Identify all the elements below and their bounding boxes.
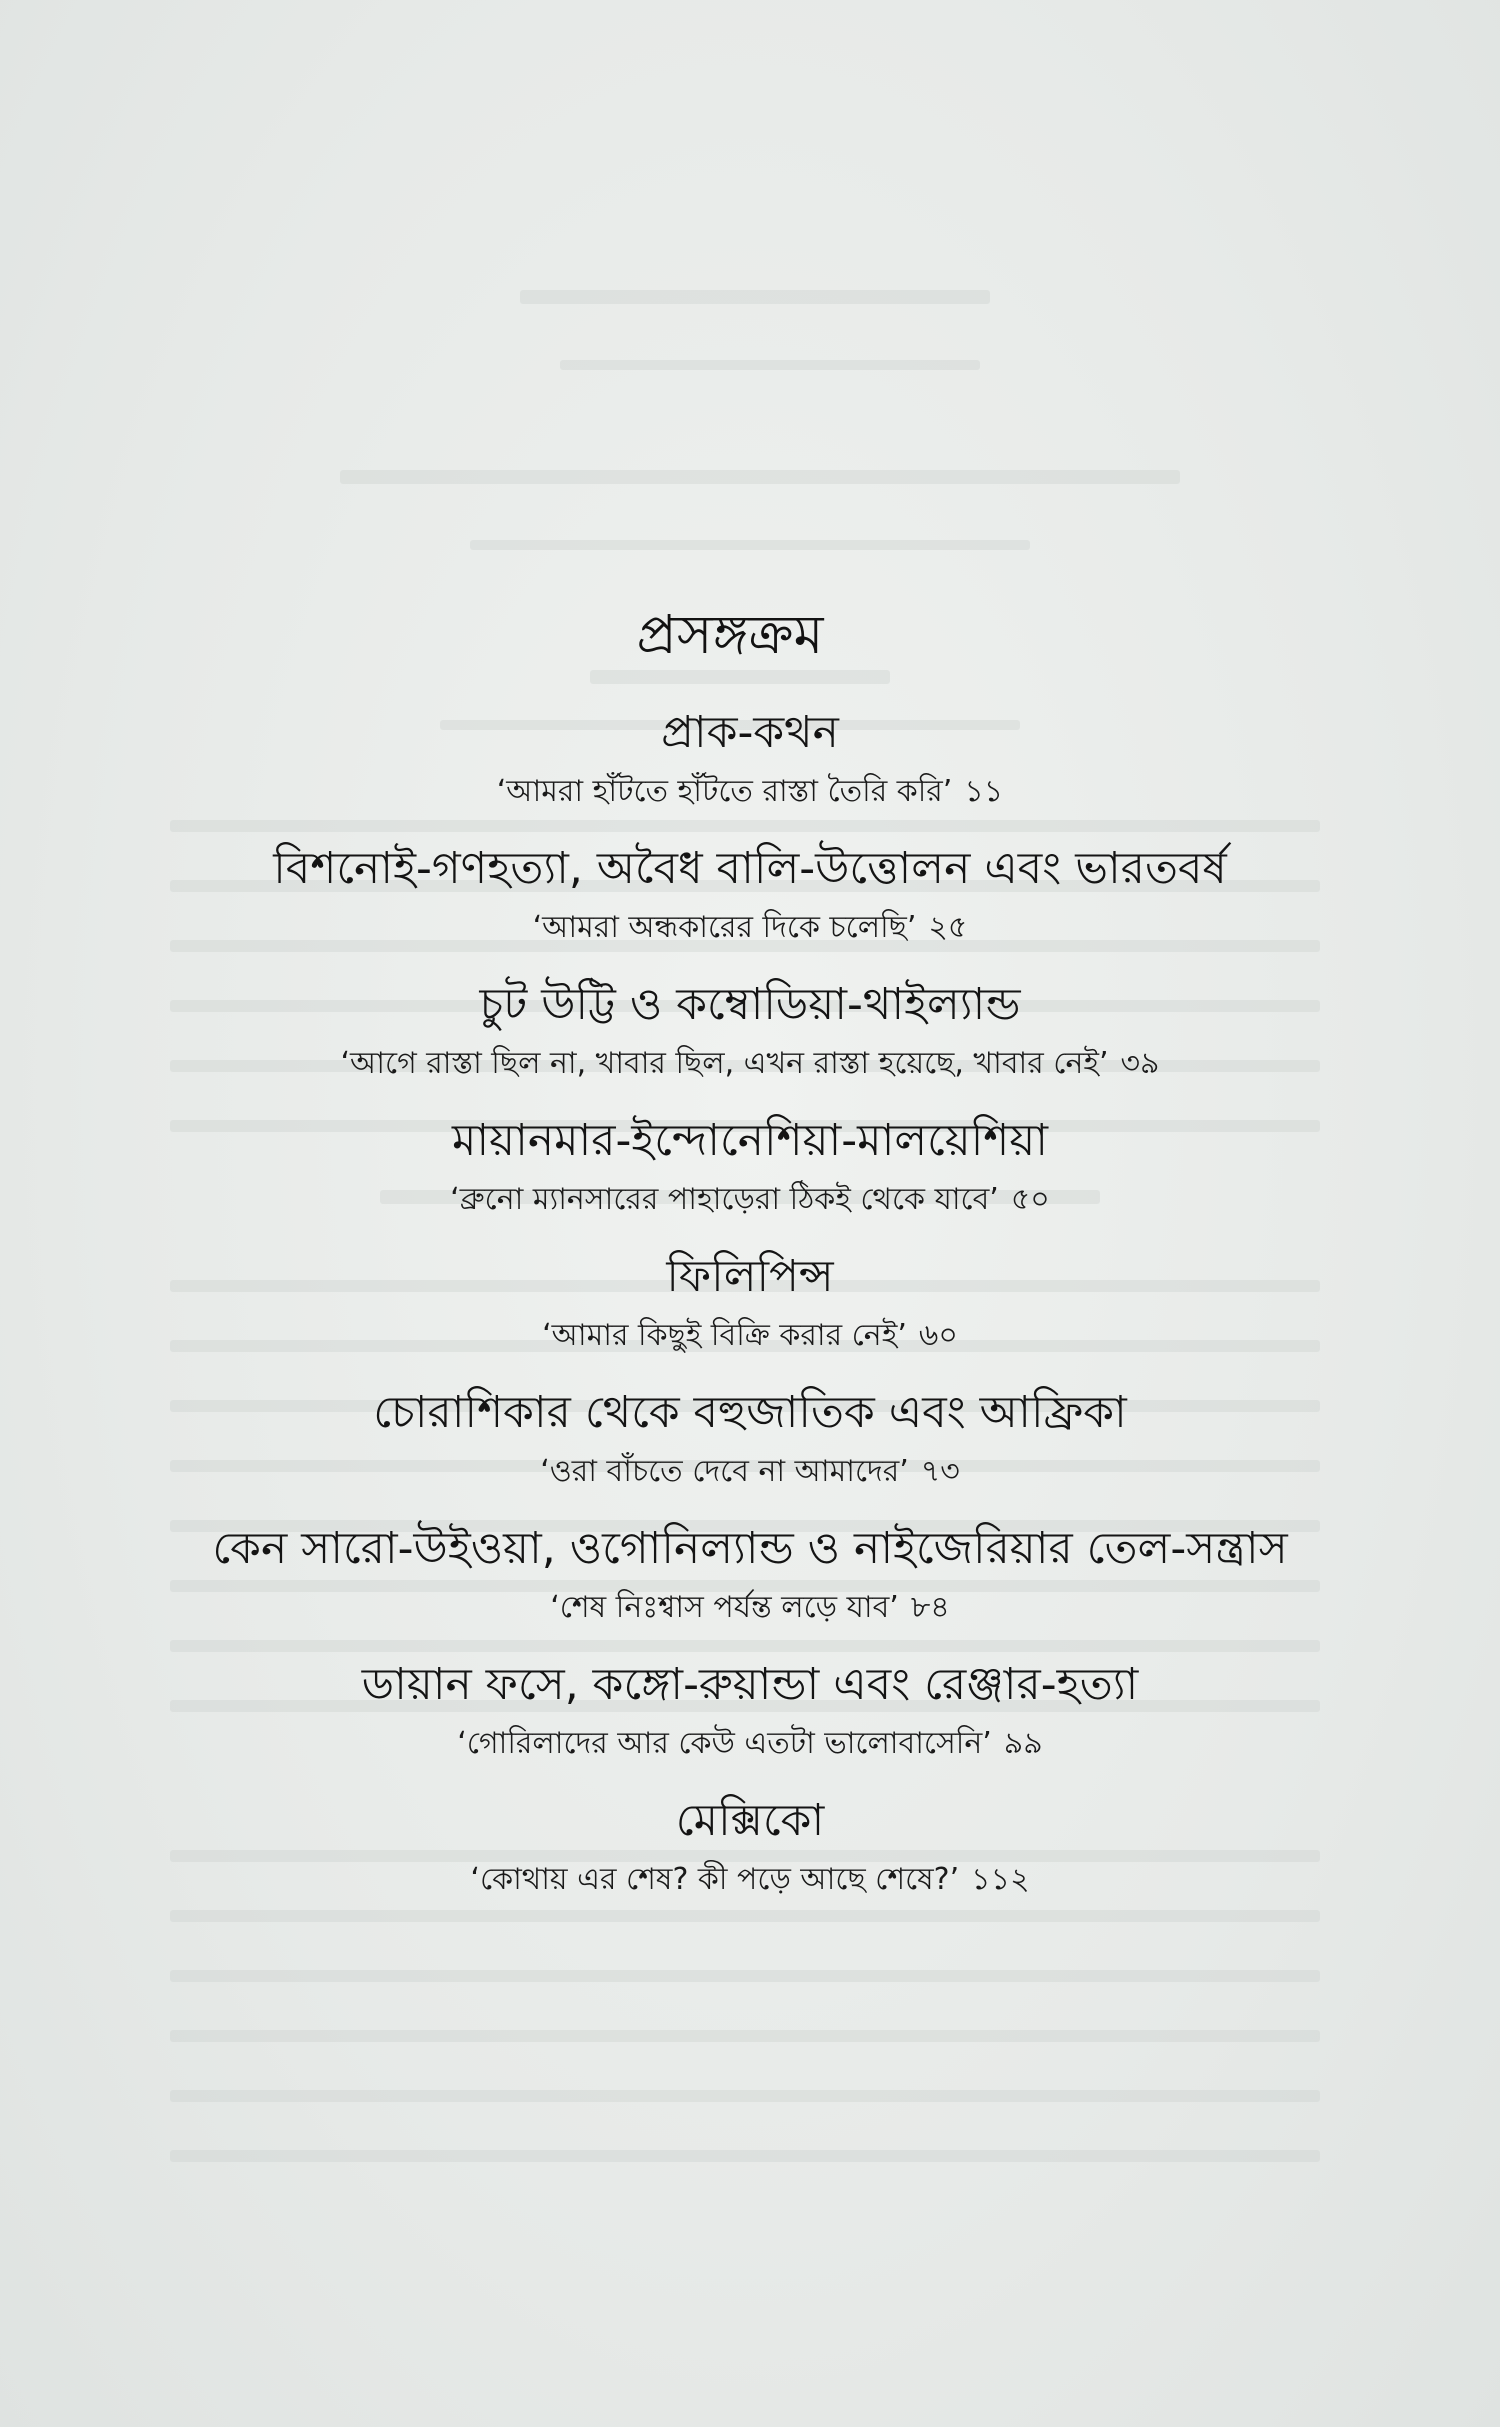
chapter-quote-line: [0, 1452, 1500, 1492]
toc-entry: [0, 1520, 1500, 1628]
toc-entry: [0, 1792, 1500, 1900]
chapter-quote-line: [0, 908, 1500, 948]
chapter-title: প্রাক-কথন: [661, 707, 839, 758]
chapter-quote: ‘শেষ নিঃশ্বাস পর্যন্ত লড়ে যাব’: [550, 1590, 899, 1625]
toc-entry: [0, 840, 1500, 948]
toc-entry: [0, 704, 1500, 812]
page-number: ৬০: [918, 1318, 958, 1353]
table-of-contents: [0, 600, 1500, 1900]
page-number: ৭৩: [920, 1454, 960, 1489]
chapter-quote: ‘আমরা হাঁটতে হাঁটতে রাস্তা তৈরি করি’: [496, 774, 953, 809]
chapter-title: চুট উট্টি ও কম্বোডিয়া-থাইল্যান্ড: [479, 979, 1021, 1030]
page-number: ২৫: [928, 910, 968, 945]
chapter-title: ফিলিপিন্স: [666, 1251, 834, 1302]
chapter-title: মেক্সিকো: [675, 1795, 825, 1846]
chapter-title: চোরাশিকার থেকে বহুজাতিক এবং আফ্রিকা: [373, 1387, 1127, 1438]
chapter-title: ডায়ান ফসে, কঙ্গো-রুয়ান্ডা এবং রেঞ্জার-হত্যা: [361, 1659, 1139, 1710]
chapter-title: মায়ানমার-ইন্দোনেশিয়া-মালয়েশিয়া: [451, 1115, 1049, 1166]
chapter-quote: ‘আগে রাস্তা ছিল না, খাবার ছিল, এখন রাস্তা হয়েছে, খাবার নেই’: [340, 1046, 1109, 1081]
chapter-quote-line: [0, 1860, 1500, 1900]
chapter-title: বিশনোই-গণহত্যা, অবৈধ বালি-উত্তোলন এবং ভারতবর্ষ: [273, 843, 1227, 894]
chapter-quote: ‘আমার কিছুই বিক্রি করার নেই’: [542, 1318, 907, 1353]
chapter-quote-line: [0, 772, 1500, 812]
toc-entry: [0, 976, 1500, 1084]
chapter-quote: ‘ওরা বাঁচতে দেবে না আমাদের’: [540, 1454, 909, 1489]
toc-entry: [0, 1384, 1500, 1492]
chapter-quote-line: [0, 1588, 1500, 1628]
page-number: ৫০: [1010, 1182, 1050, 1217]
page-number: ১১২: [971, 1862, 1030, 1897]
chapter-quote: ‘গোরিলাদের আর কেউ এতটা ভালোবাসেনি’: [457, 1726, 992, 1761]
toc-entry: [0, 1248, 1500, 1356]
chapter-quote: ‘ব্রুনো ম্যানসারের পাহাড়েরা ঠিকই থেকে যাবে’: [450, 1182, 999, 1217]
toc-entry: [0, 1656, 1500, 1764]
chapter-quote-line: [0, 1180, 1500, 1220]
chapter-title: কেন সারো-উইওয়া, ওগোনিল্যান্ড ও নাইজেরিয়ার তেল-সন্ত্রাস: [212, 1523, 1288, 1574]
page-number: ১১: [964, 774, 1004, 809]
page-number: ৮৪: [910, 1590, 950, 1625]
page-number: ৩৯: [1120, 1046, 1160, 1081]
toc-entry: [0, 1112, 1500, 1220]
chapter-quote-line: [0, 1044, 1500, 1084]
chapter-quote: ‘আমরা অন্ধকারের দিকে চলেছি’: [532, 910, 917, 945]
page-number: ৯৯: [1003, 1726, 1043, 1761]
chapter-quote-line: [0, 1316, 1500, 1356]
chapter-quote-line: [0, 1724, 1500, 1764]
chapter-quote: ‘কোথায় এর শেষ? কী পড়ে আছে শেষে?’: [470, 1862, 960, 1897]
toc-heading: প্রসঙ্গক্রম: [636, 603, 824, 666]
